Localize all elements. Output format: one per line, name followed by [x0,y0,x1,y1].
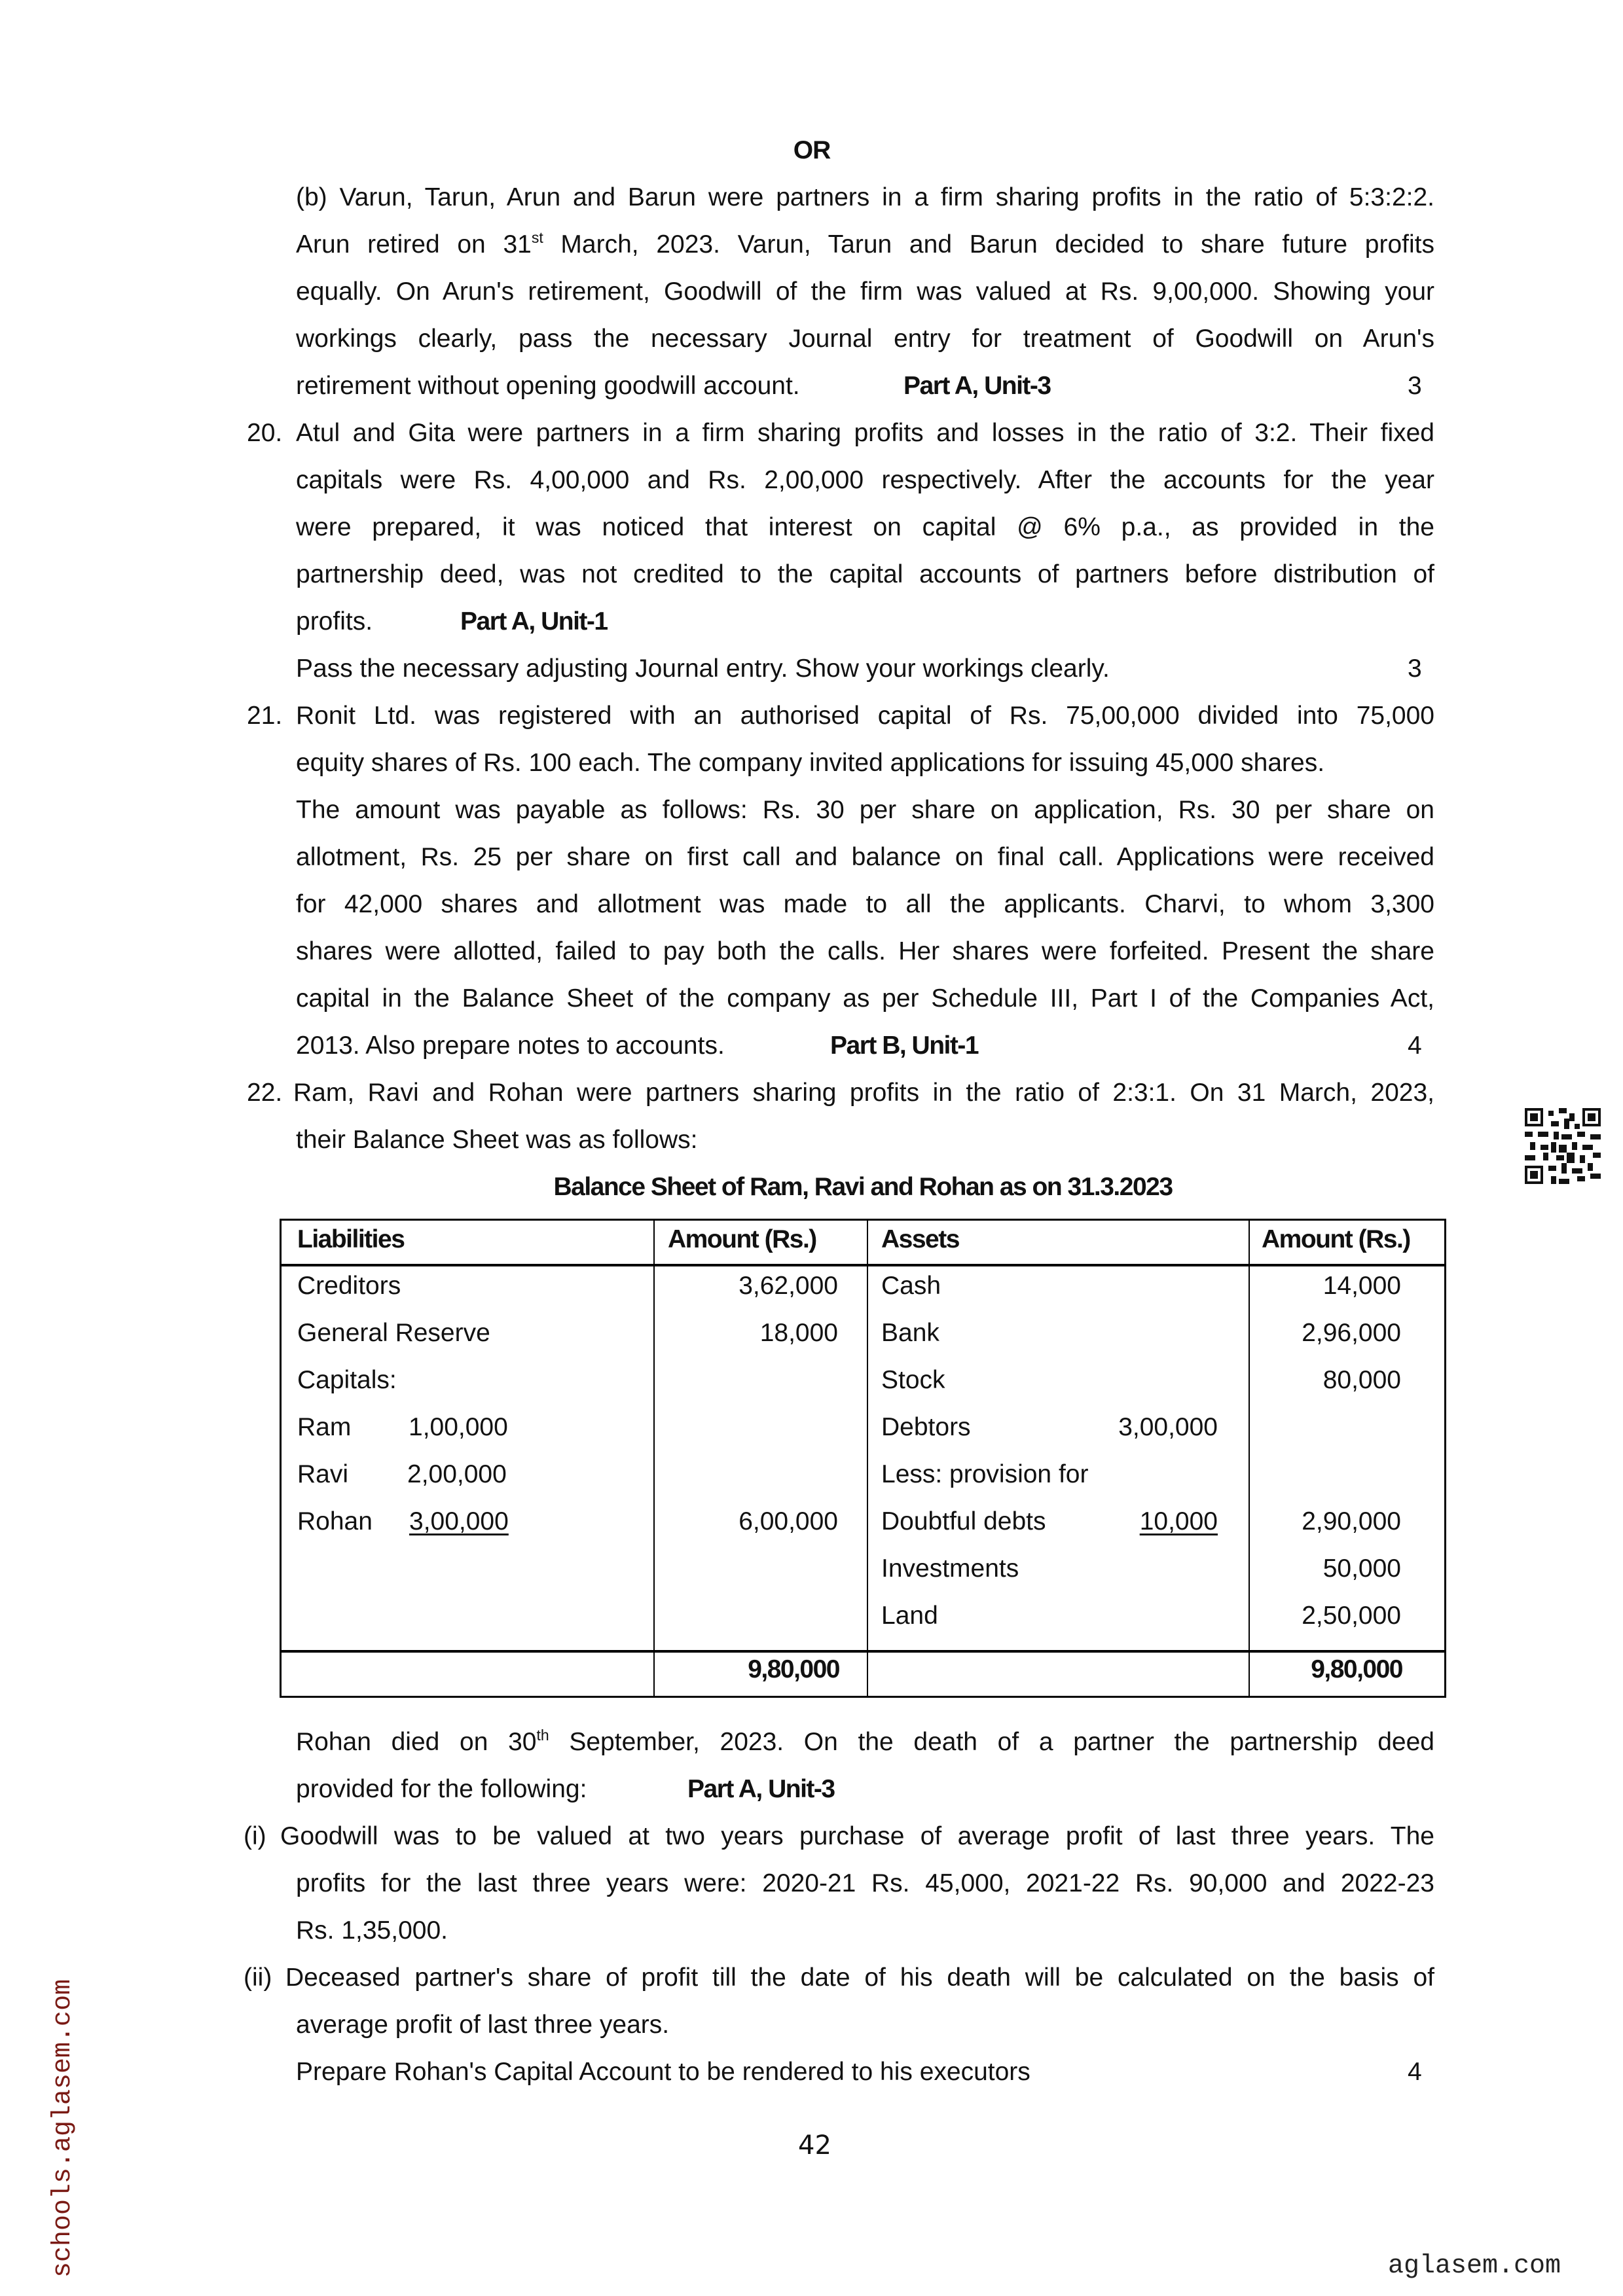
liability-sub-amount: 1,00,000 [409,1413,508,1441]
asset-label: Debtors [881,1413,971,1441]
q21-line-5: for 42,000 shares and allotment was made to all the applicants. Charvi, to whom 3,300 [296,890,1434,918]
q21-line-4: allotment, Rs. 25 per share on first call and balance on final call. Applications were received [296,843,1434,871]
asset-label: Less: provision for [881,1460,1089,1488]
total-liabilities: 9,80,000 [748,1655,839,1683]
point-line: Goodwill was to be valued at two years purchase of average profit of last three years. The [280,1822,1434,1850]
liability-label: General Reserve [297,1319,490,1347]
point-line: average profit of last three years. [296,2011,670,2039]
point-line: profits for the last three years were: 2020-21 Rs. 45,000, 2021-22 Rs. 90,000 and 2022-23 [296,1869,1434,1897]
q21-line-6: shares were allotted, failed to pay both the calls. Her shares were forfeited. Present the share [296,937,1434,965]
asset-label: Bank [881,1319,939,1347]
header-assets: Assets [881,1225,959,1253]
liability-label: Ravi [297,1460,349,1488]
q19b-marks: 3 [1408,372,1422,400]
asset-label: Doubtful debts [881,1507,1046,1535]
q19b-line-4: workings clearly, pass the necessary Journal entry for treatment of Goodwill on Arun's [296,325,1434,353]
q20-line-2: capitals were Rs. 4,00,000 and Rs. 2,00,000 respectively. After the accounts for the year [296,466,1434,494]
qr-code-icon [1525,1108,1601,1184]
liability-amount: 3,62,000 [739,1272,838,1300]
liability-label: Rohan [297,1507,373,1535]
q22-line-1: Ram, Ravi and Rohan were partners sharing profits in the ratio of 2:3:1. On 31 March, 2023, [293,1079,1434,1107]
q21-line-3: The amount was payable as follows: Rs. 30 per share on application, Rs. 30 per share on [296,796,1434,824]
point-marker: (ii) [244,1964,272,1992]
liability-label: Ram [297,1413,352,1441]
liability-sub-amount: 2,00,000 [407,1460,507,1488]
q20-line-4: partnership deed, was not credited to the capital accounts of partners before distribution of [296,560,1434,588]
liability-label: Creditors [297,1272,401,1300]
column-divider [653,1221,655,1696]
q22-after-line-2: provided for the following: [296,1775,587,1803]
q22-unit-tag: Part A, Unit-3 [687,1775,835,1803]
q22-marks: 4 [1408,2058,1422,2086]
asset-amount: 2,50,000 [1302,1602,1401,1630]
asset-amount: 2,90,000 [1302,1507,1401,1535]
q19b-unit-tag: Part A, Unit-3 [903,372,1051,400]
watermark-side: schools.aglasem.com [48,1979,78,2278]
column-divider [1249,1221,1250,1696]
q21-line-8: 2013. Also prepare notes to accounts. [296,1031,725,1060]
q22-instruction: Prepare Rohan's Capital Account to be rendered to his executors [296,2058,1030,2086]
q19b-line-5: retirement without opening goodwill account. [296,372,800,400]
asset-sub-amount: 3,00,000 [1118,1413,1218,1441]
asset-sub-amount: 10,000 [1139,1507,1218,1535]
q20-line-5: profits. [296,607,373,636]
q20-instruction: Pass the necessary adjusting Journal entry. Show your workings clearly. [296,655,1110,683]
q19b-line-3: equally. On Arun's retirement, Goodwill of the firm was valued at Rs. 9,00,000. Showing your [296,278,1434,306]
liability-amount: 18,000 [759,1319,838,1347]
liability-label: Capitals: [297,1366,397,1394]
q20-unit-tag: Part A, Unit-1 [460,607,608,636]
point-line: Deceased partner's share of profit till the date of his death will be calculated on the basis of [285,1964,1434,1992]
q22-number: 22. [247,1079,283,1107]
page-number: 42 [798,2130,831,2161]
header-amount-assets: Amount (Rs.) [1262,1225,1410,1253]
q19b-line-2: Arun retired on 31st March, 2023. Varun, Tarun and Barun decided to share future profits [296,229,1434,259]
or-heading: OR [793,136,831,164]
q21-number: 21. [247,702,283,730]
q20-line-3: were prepared, it was noticed that interest on capital @ 6% p.a., as provided in the [296,513,1434,541]
balance-sheet-title: Balance Sheet of Ram, Ravi and Rohan as on 31.3.2023 [553,1173,1173,1201]
asset-label: Investments [881,1554,1019,1583]
q22-after-line-1: Rohan died on 30th September, 2023. On the death of a partner the partnership deed [296,1727,1434,1756]
q19b-line-1: (b) Varun, Tarun, Arun and Barun were partners in a firm sharing profits in the ratio of 5:3:2:2. [296,183,1434,211]
asset-amount: 2,96,000 [1302,1319,1401,1347]
point-line: Rs. 1,35,000. [296,1916,448,1945]
asset-amount: 50,000 [1322,1554,1401,1583]
q21-line-2: equity shares of Rs. 100 each. The company invited applications for issuing 45,000 shares. [296,749,1325,777]
liability-amount: 6,00,000 [739,1507,838,1535]
q22-line-2: their Balance Sheet was as follows: [296,1126,698,1154]
q21-marks: 4 [1408,1031,1422,1060]
q21-line-1: Ronit Ltd. was registered with an authorised capital of Rs. 75,00,000 divided into 75,000 [296,702,1434,730]
asset-label: Land [881,1602,938,1630]
asset-amount: 80,000 [1322,1366,1401,1394]
q20-line-1: Atul and Gita were partners in a firm sharing profits and losses in the ratio of 3:2. Their fixed [296,419,1434,447]
balance-sheet-table [280,1219,1446,1698]
point-marker: (i) [244,1822,266,1850]
liability-sub-amount: 3,00,000 [409,1507,509,1535]
q21-line-7: capital in the Balance Sheet of the company as per Schedule III, Part I of the Companies Act, [296,984,1434,1013]
q21-unit-tag: Part B, Unit-1 [830,1031,979,1060]
watermark-footer: aglasem.com [1388,2251,1561,2281]
header-liabilities: Liabilities [297,1225,405,1253]
total-assets: 9,80,000 [1311,1655,1402,1683]
asset-amount: 14,000 [1322,1272,1401,1300]
header-amount-liabilities: Amount (Rs.) [668,1225,816,1253]
column-divider [867,1221,868,1696]
asset-label: Cash [881,1272,941,1300]
q20-number: 20. [247,419,283,447]
q20-marks: 3 [1408,655,1422,683]
asset-label: Stock [881,1366,945,1394]
